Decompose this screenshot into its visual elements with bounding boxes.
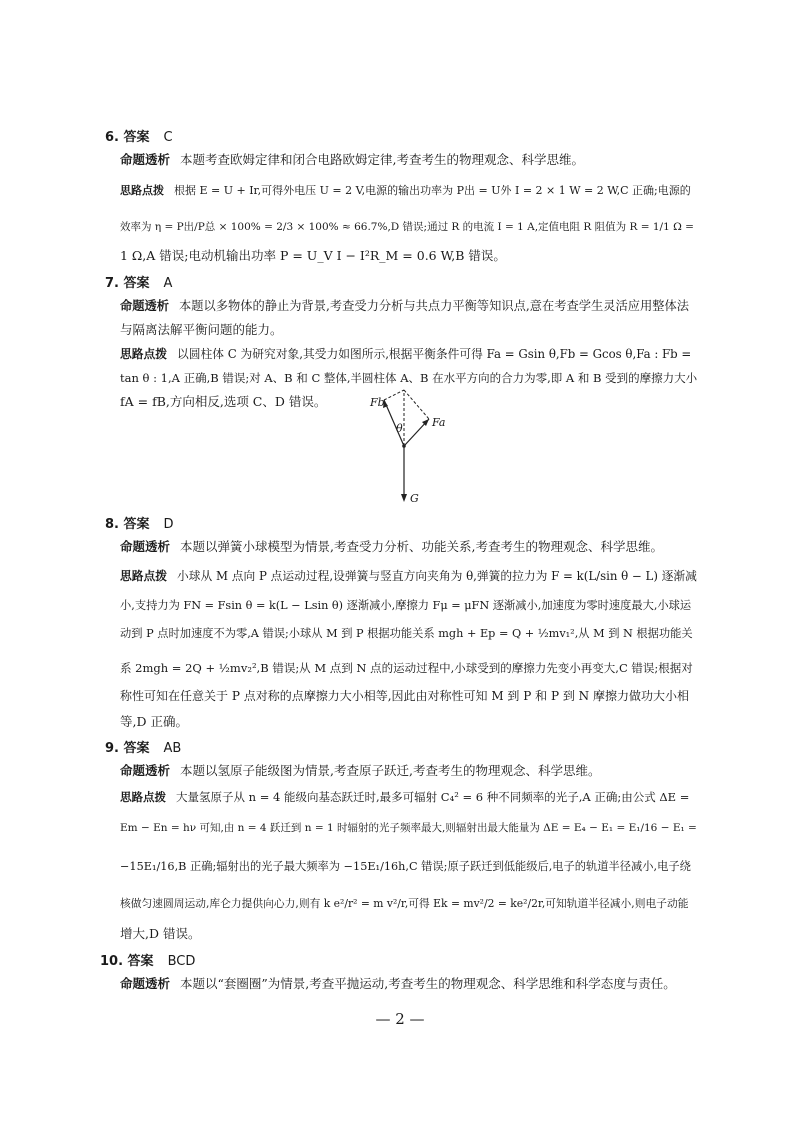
dashed-right xyxy=(404,390,429,419)
q8-hint-cont-3: 系 2mgh = 2Q + ½mv₂²,B 错误;从 M 点到 N 点的运动过程中,小球受到的摩擦力先变小再变大,C 错误;根据对 xyxy=(120,661,693,675)
q7-answer: 7. 答案 A xyxy=(105,276,173,291)
q7-hint-cont-1: tan θ : 1,A 正确,B 错误;对 A、B 和 C 整体,半圆柱体 A、B 在水平方向的合力为零,即 A 和 B 受到的摩擦力大小 xyxy=(120,371,698,385)
label-fa: Fa xyxy=(432,416,446,429)
q6-analysis-tag: 命题透析 xyxy=(120,152,171,167)
q7-hint: 思路点拨 以圆柱体 C 为研究对象,其受力如图所示,根据平衡条件可得 Fa = Gsin θ,Fb = Gcos θ,Fa : Fb = xyxy=(120,347,692,361)
label-g: G xyxy=(410,492,419,505)
q10-analysis: 命题透析 本题以“套圈圈”为情景,考查平抛运动,考查考生的物理观念、科学思维和科学态度与责任。 xyxy=(120,976,676,991)
q6-hint-cont-2: 1 Ω,A 错误;电动机输出功率 P = U_V I − I²R_M = 0.6 W,B 错误。 xyxy=(120,248,506,263)
q9-hint-cont-2: −15E₁/16,B 正确;辐射出的光子最大频率为 −15E₁/16h,C 错误;原子跃迁到低能级后,电子的轨道半径减小,电子绕 xyxy=(120,860,691,873)
q9-hint: 思路点拨 大量氢原子从 n = 4 能级向基态跃迁时,最多可辐射 C₄² = 6 种不同频率的光子,A 正确;由公式 ΔE = xyxy=(120,790,690,804)
q9-hint-tag: 思路点拨 xyxy=(120,790,166,804)
q8-analysis-tag: 命题透析 xyxy=(120,539,171,554)
q6-answer-value: C xyxy=(163,130,173,145)
q8-answer: 8. 答案 D xyxy=(105,517,174,532)
q7-answer-value: A xyxy=(163,276,173,291)
q8-hint: 思路点拨 小球从 M 点向 P 点运动过程,设弹簧与竖直方向夹角为 θ,弹簧的拉力为 F = k(L/sin θ − L) 逐渐减 xyxy=(120,569,697,583)
q7-hint-tag: 思路点拨 xyxy=(120,347,167,361)
q6-hint-cont-1: 效率为 η = P出/P总 × 100% = 2/3 × 100% ≈ 66.7%,D 错误;通过 R 的电流 I = 1 A,定值电阻 R 阻值为 R = 1/1 Ω = xyxy=(120,221,694,233)
page-number: — 2 — xyxy=(375,1010,425,1028)
q7-analysis-tag: 命题透析 xyxy=(120,299,169,313)
q8-hint-cont-1: 小,支持力为 FN = Fsin θ = k(L − Lsin θ) 逐渐减小,摩擦力 Fμ = μFN 逐渐减小,加速度为零时速度最大,小球运 xyxy=(120,599,692,612)
q8-hint-cont-5: 等,D 正确。 xyxy=(120,714,188,729)
q8-analysis: 命题透析 本题以弹簧小球模型为情景,考查受力分析、功能关系,考查考生的物理观念、科学思维。 xyxy=(120,539,663,554)
q6-analysis: 命题透析 本题考查欧姆定律和闭合电路欧姆定律,考查考生的物理观念、科学思维。 xyxy=(120,152,584,167)
q6-answer: 6. 答案 C xyxy=(105,130,173,145)
q9-analysis: 命题透析 本题以氢原子能级图为情景,考查原子跃迁,考查考生的物理观念、科学思维。 xyxy=(120,763,601,778)
q8-answer-value: D xyxy=(163,517,174,532)
gravity-head xyxy=(401,494,407,502)
force-diagram xyxy=(356,386,456,506)
q7-analysis-cont: 与隔离法解平衡问题的能力。 xyxy=(120,322,283,337)
label-fb: Fb xyxy=(370,396,385,409)
center-point xyxy=(402,444,406,448)
q9-hint-cont-3: 核做匀速圆周运动,库仑力提供向心力,则有 k e²/r² = m v²/r,可得 Ek = mv²/2 = ke²/2r,可知轨道半径减小,则电子动能 xyxy=(120,897,689,910)
q7-hint-cont-2: fA = fB,方向相反,选项 C、D 错误。 xyxy=(120,394,327,409)
q6-hint: 思路点拨 根据 E = U + Ir,可得外电压 U = 2 V,电源的输出功率为 P出 = U外 I = 2 × 1 W = 2 W,C 正确;电源的 xyxy=(120,184,691,197)
q9-hint-cont-4: 增大,D 错误。 xyxy=(120,926,201,941)
q9-answer-value: AB xyxy=(163,741,182,756)
q7-analysis: 命题透析 本题以多物体的静止为背景,考查受力分析与共点力平衡等知识点,意在考查学生灵活应用整体法 xyxy=(120,299,690,313)
q10-analysis-tag: 命题透析 xyxy=(120,976,171,991)
q8-hint-tag: 思路点拨 xyxy=(120,569,167,583)
q10-answer-value: BCD xyxy=(167,954,196,969)
q6-hint-tag: 思路点拨 xyxy=(120,184,164,197)
dashed-top xyxy=(384,390,404,400)
q8-hint-cont-4: 称性可知在任意关于 P 点对称的点摩擦力大小相等,因此由对称性可知 M 到 P 和 P 到 N 摩擦力做功大小相 xyxy=(120,689,689,703)
q10-answer: 10. 答案 BCD xyxy=(100,954,196,969)
q9-answer: 9. 答案 AB xyxy=(105,741,182,756)
q8-hint-cont-2: 动到 P 点时加速度不为零,A 错误;小球从 M 到 P 根据功能关系 mgh + Ep = Q + ½mv₁²,从 M 到 N 根据功能关 xyxy=(120,627,693,640)
label-theta: θ xyxy=(396,422,403,435)
q9-hint-cont-1: Em − En = hν 可知,由 n = 4 跃迁到 n = 1 时辐射的光子频率最大,则辐射出最大能量为 ΔE = E₄ − E₁ = E₁/16 − E₁ = xyxy=(120,822,697,834)
q9-analysis-tag: 命题透析 xyxy=(120,763,171,778)
